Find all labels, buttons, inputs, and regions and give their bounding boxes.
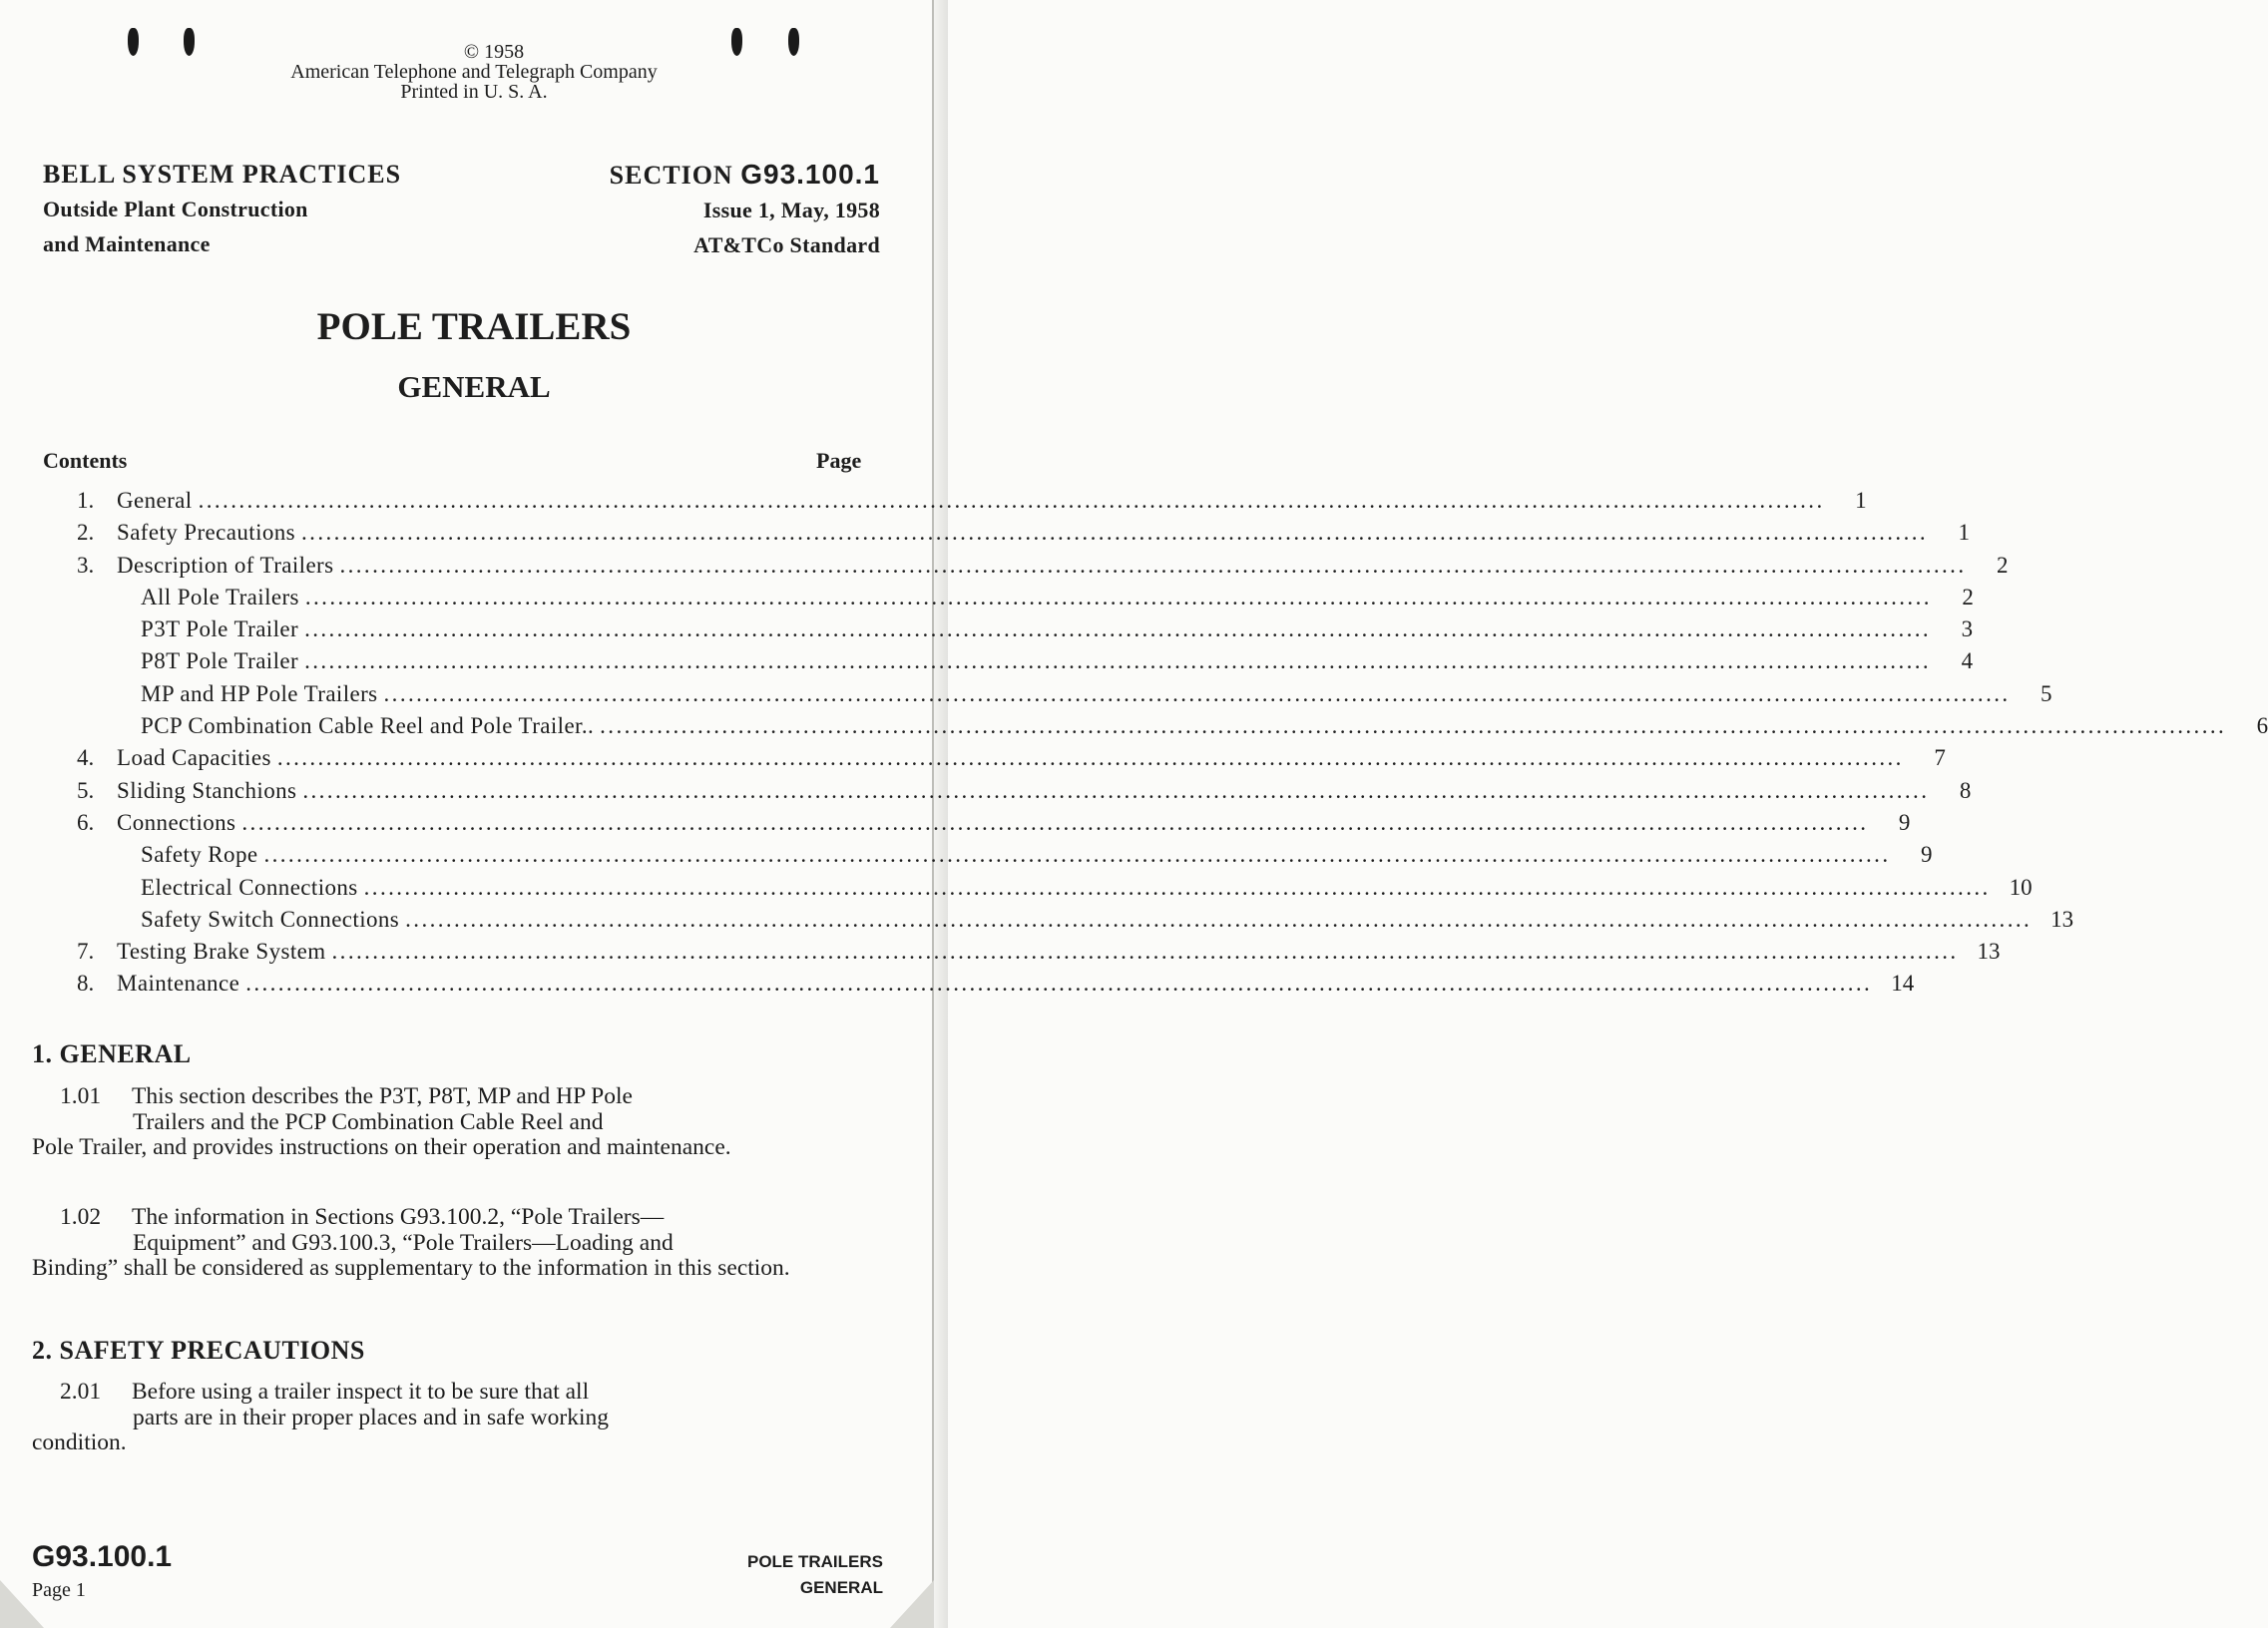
toc-entry-number: 7.: [77, 939, 95, 965]
toc-leader-dots: ........................................................................................................................................................................................................: [304, 648, 1932, 674]
toc-entry: [40, 520, 1971, 552]
toc-entry-label: Safety Switch Connections: [141, 906, 400, 932]
toc-entry-page: 1: [1855, 488, 1867, 513]
paragraph-1-01: [32, 1084, 882, 1161]
toc-entry-page: 4: [1961, 648, 1974, 674]
toc-entry-number: 8.: [77, 971, 95, 997]
toc-leader-dots: ........................................................................................................................................................................................................: [331, 939, 1959, 965]
section-label: SECTION: [609, 161, 733, 190]
toc-entry-number: 4.: [77, 745, 95, 771]
toc-leader-dots: ........................................................................................................................................................................................................: [241, 809, 1869, 835]
toc-entry-label: P8T Pole Trailer: [141, 648, 299, 674]
toc-entry-page: 7: [1934, 745, 1946, 771]
toc-entry-label: Connections: [117, 809, 236, 835]
toc-heading: Contents: [43, 448, 128, 473]
paragraph-text: The information in Sections G93.100.2, “Pole Trailers—: [132, 1204, 665, 1230]
toc-entry-label: Description of Trailers: [117, 552, 334, 578]
toc-leader-dots: ........................................................................................................................................................................................................: [383, 680, 2011, 706]
paragraph-1-02: [32, 1205, 882, 1282]
toc-leader-dots: ........................................................................................................................................................................................................: [198, 488, 1825, 513]
toc-entry-label: P3T Pole Trailer: [141, 616, 299, 642]
paragraph-number: 1.01: [60, 1083, 102, 1109]
toc-leader-dots: ........................................................................................................................................................................................................: [304, 616, 1932, 642]
paragraph-number: 1.02: [60, 1204, 102, 1230]
toc-entry-page: 10: [2009, 874, 2033, 900]
toc-entry-number: 1.: [77, 488, 95, 513]
toc-entry-label: PCP Combination Cable Reel and Pole Trailer..: [141, 713, 595, 739]
footer-title-line1: POLE TRAILERS: [746, 1552, 883, 1571]
toc-entry-page: 8: [1959, 777, 1972, 803]
paragraph-2-01: [32, 1380, 882, 1456]
paragraph-text: Binding” shall be considered as supplementary to the information in this section.: [32, 1255, 790, 1281]
section-number: G93.100.1: [740, 159, 880, 190]
paragraph-text: Trailers and the PCP Combination Cable Reel and: [133, 1108, 604, 1135]
toc-entry-page: 14: [1891, 971, 1915, 997]
section-id: [610, 157, 880, 193]
section-heading-general: 1. GENERAL: [32, 1039, 192, 1068]
toc-entry-page: 2: [1996, 552, 2009, 578]
copyright-printed: Printed in U. S. A.: [400, 81, 548, 103]
toc-page-heading: Page: [816, 448, 862, 473]
toc-entry-page: 1: [1958, 520, 1971, 546]
toc-entry-number: 3.: [77, 552, 95, 578]
page-subtitle: GENERAL: [397, 369, 551, 404]
footer-page-number: Page 1: [32, 1579, 86, 1601]
toc-entry-label: Safety Precautions: [117, 520, 296, 546]
toc-entry-page: 6: [2256, 713, 2268, 739]
paragraph-text: Before using a trailer inspect it to be sure that all: [132, 1379, 590, 1405]
toc-entry-label: MP and HP Pole Trailers: [141, 680, 378, 706]
toc-entry: [40, 939, 2001, 971]
toc-entry-page: 9: [1898, 809, 1911, 835]
toc-entry-page: 9: [1920, 842, 1933, 868]
toc-entry: [40, 680, 2052, 713]
table-of-contents: [40, 488, 2268, 1004]
toc-entry: [40, 552, 2009, 585]
toc-leader-dots: ........................................................................................................................................................................................................: [304, 584, 1932, 610]
toc-entry-page: 13: [1977, 939, 2001, 965]
paragraph-number: 2.01: [60, 1379, 102, 1405]
toc-entry-label: General: [117, 488, 193, 513]
toc-entry-label: Testing Brake System: [117, 939, 326, 965]
footer-section-number: G93.100.1: [32, 1540, 173, 1573]
toc-entry-label: Sliding Stanchions: [117, 777, 297, 803]
toc-entry-page: 2: [1962, 584, 1974, 610]
toc-entry: [40, 842, 1933, 874]
toc-entry: [40, 971, 1915, 1003]
toc-leader-dots: ........................................................................................................................................................................................................: [245, 971, 1873, 997]
toc-entry: [40, 874, 2033, 907]
toc-entry: [40, 584, 1974, 616]
paragraph-text: parts are in their proper places and in safe working: [133, 1404, 609, 1430]
toc-leader-dots: ........................................................................................................................................................................................................: [263, 842, 1891, 868]
toc-leader-dots: ........................................................................................................................................................................................................: [276, 745, 1904, 771]
toc-entry: [40, 906, 2074, 939]
toc-leader-dots: ........................................................................................................................................................................................................: [405, 906, 2033, 932]
toc-entry: [40, 488, 1867, 520]
series-title: BELL SYSTEM PRACTICES: [43, 160, 402, 189]
toc-leader-dots: ........................................................................................................................................................................................................: [302, 777, 1930, 803]
issue-date: Issue 1, May, 1958: [702, 198, 880, 222]
copyright-notice: [0, 42, 948, 102]
torn-corner-right: [890, 1580, 934, 1628]
toc-entry: [40, 777, 1972, 810]
toc-entry-page: 3: [1961, 616, 1974, 642]
toc-leader-dots: ........................................................................................................................................................................................................: [600, 713, 2227, 739]
toc-entry-number: 2.: [77, 520, 95, 546]
header-left: [43, 157, 401, 261]
division-line1: Outside Plant Construction: [43, 197, 308, 221]
toc-entry: [40, 809, 1911, 842]
toc-entry-page: 5: [2041, 680, 2052, 706]
toc-entry: [40, 745, 1946, 777]
paragraph-text: condition.: [32, 1429, 127, 1455]
footer-title-line2: GENERAL: [799, 1578, 883, 1597]
toc-entry-label: Maintenance: [117, 971, 240, 997]
toc-entry: [40, 648, 1974, 680]
toc-leader-dots: ........................................................................................................................................................................................................: [339, 552, 1967, 578]
paragraph-text: Equipment” and G93.100.3, “Pole Trailers—Loading and: [133, 1229, 674, 1256]
toc-entry-page: 13: [2050, 906, 2074, 932]
toc-entry-label: Safety Rope: [141, 842, 258, 868]
copyright-company: American Telephone and Telegraph Company: [290, 61, 658, 83]
toc-entry-label: All Pole Trailers: [141, 584, 299, 610]
toc-entry-number: 6.: [77, 809, 95, 835]
paragraph-text: This section describes the P3T, P8T, MP and HP Pole: [132, 1083, 633, 1109]
page-title: POLE TRAILERS: [316, 305, 632, 348]
division-line2: and Maintenance: [43, 231, 211, 256]
toc-leader-dots: ........................................................................................................................................................................................................: [363, 874, 1991, 900]
standard-label: AT&TCo Standard: [693, 232, 880, 257]
toc-entry: [40, 713, 2268, 745]
toc-leader-dots: ........................................................................................................................................................................................................: [301, 520, 1929, 546]
toc-entry-label: Electrical Connections: [141, 874, 358, 900]
header-right: [610, 157, 880, 262]
paragraph-text: Pole Trailer, and provides instructions on their operation and maintenance.: [32, 1134, 731, 1160]
toc-entry-number: 5.: [77, 777, 95, 803]
section-heading-safety: 2. SAFETY PRECAUTIONS: [32, 1336, 365, 1365]
copyright-year: © 1958: [463, 41, 525, 63]
footer-title: [747, 1549, 883, 1601]
toc-entry: [40, 616, 1974, 648]
toc-entry-label: Load Capacities: [117, 745, 271, 771]
